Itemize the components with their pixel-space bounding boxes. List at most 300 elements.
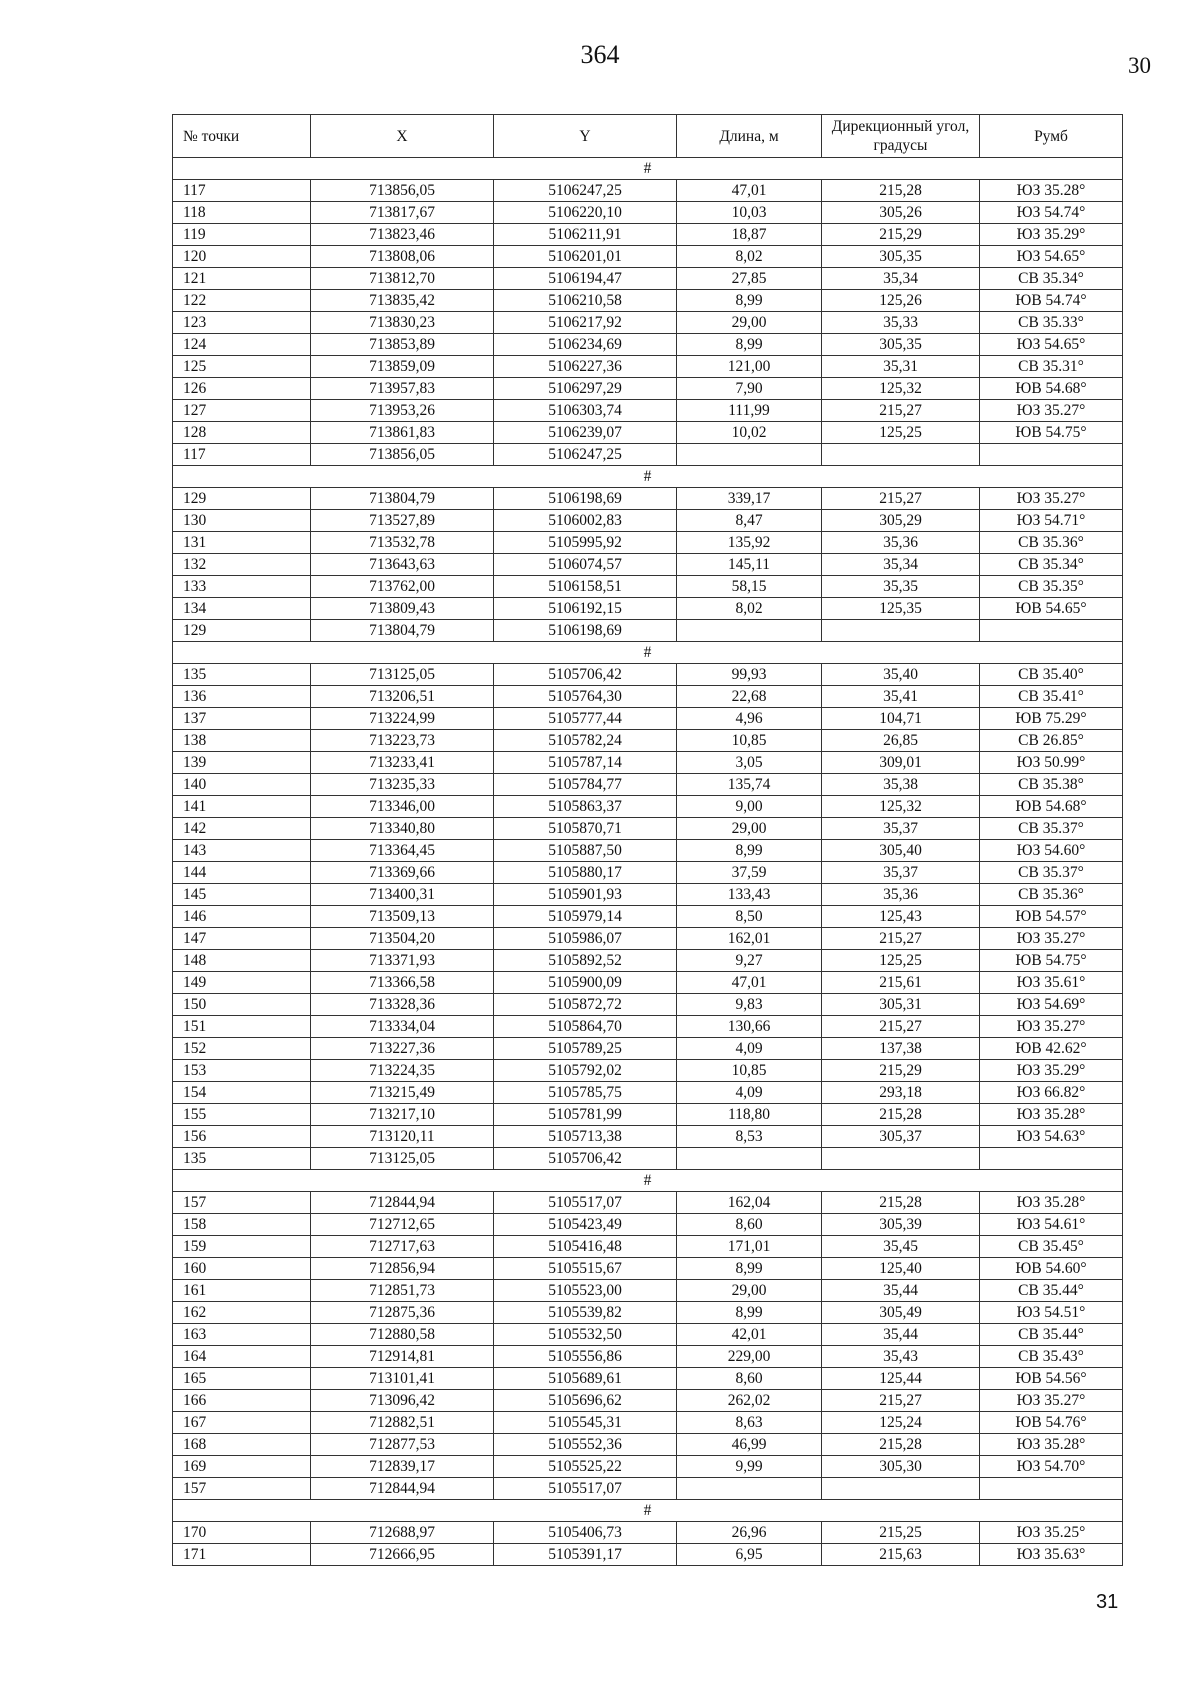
cell-length: 29,00	[677, 818, 822, 840]
cell-direction-angle: 35,31	[822, 356, 980, 378]
cell-y: 5106227,36	[494, 356, 677, 378]
header-row	[173, 115, 1123, 158]
cell-y: 5106201,01	[494, 246, 677, 268]
cell-y: 5105787,14	[494, 752, 677, 774]
table-row	[173, 1302, 1123, 1324]
table-row	[173, 818, 1123, 840]
cell-x: 713206,51	[311, 686, 494, 708]
cell-y: 5105696,62	[494, 1390, 677, 1412]
cell-y: 5105777,44	[494, 708, 677, 730]
cell-direction-angle: 35,38	[822, 774, 980, 796]
cell-point-number: 146	[173, 906, 311, 928]
cell-length: 229,00	[677, 1346, 822, 1368]
cell-point-number: 142	[173, 818, 311, 840]
cell-y: 5105406,73	[494, 1522, 677, 1544]
cell-x: 713856,05	[311, 444, 494, 466]
cell-y: 5105416,48	[494, 1236, 677, 1258]
table-row	[173, 752, 1123, 774]
cell-point-number: 170	[173, 1522, 311, 1544]
cell-length: 145,11	[677, 554, 822, 576]
cell-x: 713504,20	[311, 928, 494, 950]
cell-y: 5105887,50	[494, 840, 677, 862]
cell-point-number: 124	[173, 334, 311, 356]
cell-x: 713233,41	[311, 752, 494, 774]
table-row	[173, 730, 1123, 752]
cell-x: 712712,65	[311, 1214, 494, 1236]
cell-point-number: 141	[173, 796, 311, 818]
cell-x: 713366,58	[311, 972, 494, 994]
table-row	[173, 884, 1123, 906]
cell-x: 713371,93	[311, 950, 494, 972]
cell-y: 5105792,02	[494, 1060, 677, 1082]
cell-direction-angle	[822, 1148, 980, 1170]
cell-x: 713096,42	[311, 1390, 494, 1412]
cell-point-number: 129	[173, 620, 311, 642]
cell-x: 713334,04	[311, 1016, 494, 1038]
table-row	[173, 1478, 1123, 1500]
cell-direction-angle: 305,35	[822, 246, 980, 268]
cell-y: 5106002,83	[494, 510, 677, 532]
cell-length: 4,96	[677, 708, 822, 730]
cell-direction-angle	[822, 1478, 980, 1500]
table-row	[173, 246, 1123, 268]
cell-x: 713223,73	[311, 730, 494, 752]
cell-point-number: 171	[173, 1544, 311, 1566]
cell-rumb: ЮЗ 35.29°	[980, 1060, 1123, 1082]
cell-rumb: ЮЗ 50.99°	[980, 752, 1123, 774]
cell-direction-angle: 215,27	[822, 928, 980, 950]
cell-x: 713861,83	[311, 422, 494, 444]
cell-y: 5105781,99	[494, 1104, 677, 1126]
page-number-top-center: 364	[580, 40, 620, 69]
cell-point-number: 135	[173, 664, 311, 686]
cell-direction-angle: 125,40	[822, 1258, 980, 1280]
cell-length: 8,53	[677, 1126, 822, 1148]
cell-y: 5105872,72	[494, 994, 677, 1016]
cell-x: 712882,51	[311, 1412, 494, 1434]
cell-direction-angle: 125,25	[822, 422, 980, 444]
cell-direction-angle: 305,29	[822, 510, 980, 532]
cell-length: 8,99	[677, 1258, 822, 1280]
cell-direction-angle: 35,40	[822, 664, 980, 686]
table-row	[173, 510, 1123, 532]
cell-point-number: 150	[173, 994, 311, 1016]
cell-rumb: ЮЗ 54.63°	[980, 1126, 1123, 1148]
cell-point-number: 129	[173, 488, 311, 510]
cell-length: 29,00	[677, 312, 822, 334]
cell-rumb: ЮЗ 35.27°	[980, 1016, 1123, 1038]
cell-length: 135,74	[677, 774, 822, 796]
cell-y: 5105517,07	[494, 1192, 677, 1214]
cell-point-number: 160	[173, 1258, 311, 1280]
cell-rumb: ЮЗ 35.27°	[980, 928, 1123, 950]
cell-direction-angle: 305,31	[822, 994, 980, 1016]
table-row	[173, 224, 1123, 246]
cell-rumb: ЮВ 54.75°	[980, 422, 1123, 444]
cell-y: 5105713,38	[494, 1126, 677, 1148]
cell-x: 713812,70	[311, 268, 494, 290]
cell-length: 8,99	[677, 840, 822, 862]
cell-point-number: 123	[173, 312, 311, 334]
separator-cell: #	[173, 1170, 1123, 1192]
cell-length: 8,47	[677, 510, 822, 532]
cell-rumb: СВ 26.85°	[980, 730, 1123, 752]
cell-length	[677, 1148, 822, 1170]
cell-y: 5105995,92	[494, 532, 677, 554]
cell-rumb: ЮЗ 66.82°	[980, 1082, 1123, 1104]
table-row	[173, 1346, 1123, 1368]
cell-length: 10,03	[677, 202, 822, 224]
cell-length: 130,66	[677, 1016, 822, 1038]
table-row	[173, 1280, 1123, 1302]
cell-length: 162,04	[677, 1192, 822, 1214]
cell-direction-angle	[822, 444, 980, 466]
cell-rumb	[980, 1478, 1123, 1500]
cell-length: 111,99	[677, 400, 822, 422]
cell-y: 5106220,10	[494, 202, 677, 224]
cell-direction-angle: 305,35	[822, 334, 980, 356]
cell-y: 5105880,17	[494, 862, 677, 884]
cell-rumb	[980, 1148, 1123, 1170]
cell-rumb: СВ 35.37°	[980, 818, 1123, 840]
cell-x: 713120,11	[311, 1126, 494, 1148]
cell-rumb: СВ 35.34°	[980, 554, 1123, 576]
cell-y: 5105517,07	[494, 1478, 677, 1500]
cell-point-number: 117	[173, 180, 311, 202]
cell-length: 99,93	[677, 664, 822, 686]
cell-point-number: 166	[173, 1390, 311, 1412]
separator-cell: #	[173, 642, 1123, 664]
cell-rumb: ЮВ 54.65°	[980, 598, 1123, 620]
cell-y: 5105532,50	[494, 1324, 677, 1346]
cell-x: 713235,33	[311, 774, 494, 796]
contour-separator-row	[173, 1170, 1123, 1192]
table-row	[173, 400, 1123, 422]
cell-rumb: ЮЗ 35.61°	[980, 972, 1123, 994]
cell-rumb: ЮЗ 35.63°	[980, 1544, 1123, 1566]
table-row	[173, 598, 1123, 620]
cell-point-number: 157	[173, 1478, 311, 1500]
table-row	[173, 1368, 1123, 1390]
cell-y: 5105782,24	[494, 730, 677, 752]
cell-point-number: 165	[173, 1368, 311, 1390]
cell-point-number: 158	[173, 1214, 311, 1236]
cell-length: 135,92	[677, 532, 822, 554]
cell-length: 10,85	[677, 730, 822, 752]
table-row	[173, 1412, 1123, 1434]
cell-rumb: ЮВ 75.29°	[980, 708, 1123, 730]
cell-point-number: 128	[173, 422, 311, 444]
cell-y: 5105784,77	[494, 774, 677, 796]
contour-separator-row	[173, 642, 1123, 664]
cell-point-number: 126	[173, 378, 311, 400]
cell-length: 8,99	[677, 1302, 822, 1324]
cell-direction-angle: 215,27	[822, 488, 980, 510]
cell-x: 713224,99	[311, 708, 494, 730]
cell-point-number: 151	[173, 1016, 311, 1038]
cell-direction-angle: 215,28	[822, 1104, 980, 1126]
cell-x: 712877,53	[311, 1434, 494, 1456]
cell-rumb: ЮЗ 54.69°	[980, 994, 1123, 1016]
cell-direction-angle: 125,25	[822, 950, 980, 972]
table-row	[173, 1522, 1123, 1544]
cell-length: 46,99	[677, 1434, 822, 1456]
cell-rumb: ЮЗ 35.29°	[980, 224, 1123, 246]
cell-length: 121,00	[677, 356, 822, 378]
cell-direction-angle: 35,36	[822, 532, 980, 554]
header-y: Y	[494, 115, 677, 158]
cell-rumb: ЮЗ 35.28°	[980, 1192, 1123, 1214]
cell-rumb: СВ 35.44°	[980, 1280, 1123, 1302]
cell-length: 133,43	[677, 884, 822, 906]
cell-y: 5106210,58	[494, 290, 677, 312]
cell-length: 4,09	[677, 1082, 822, 1104]
cell-x: 713804,79	[311, 620, 494, 642]
cell-y: 5106303,74	[494, 400, 677, 422]
cell-point-number: 161	[173, 1280, 311, 1302]
table-row	[173, 708, 1123, 730]
cell-rumb: СВ 35.33°	[980, 312, 1123, 334]
page-number-top-right: 30	[1128, 53, 1151, 78]
table-row	[173, 268, 1123, 290]
cell-y: 5105689,61	[494, 1368, 677, 1390]
cell-point-number: 149	[173, 972, 311, 994]
header-direction-angle: Дирекционный угол, градусы	[822, 115, 980, 158]
cell-rumb: ЮВ 54.75°	[980, 950, 1123, 972]
cell-point-number: 122	[173, 290, 311, 312]
table-row	[173, 554, 1123, 576]
cell-y: 5105552,36	[494, 1434, 677, 1456]
cell-point-number: 121	[173, 268, 311, 290]
table-row	[173, 444, 1123, 466]
cell-x: 713217,10	[311, 1104, 494, 1126]
cell-direction-angle: 215,28	[822, 180, 980, 202]
cell-point-number: 155	[173, 1104, 311, 1126]
cell-length: 6,95	[677, 1544, 822, 1566]
cell-y: 5105900,09	[494, 972, 677, 994]
cell-y: 5105979,14	[494, 906, 677, 928]
cell-point-number: 162	[173, 1302, 311, 1324]
cell-length: 26,96	[677, 1522, 822, 1544]
table-row	[173, 378, 1123, 400]
cell-direction-angle: 125,32	[822, 796, 980, 818]
table-row	[173, 356, 1123, 378]
cell-y: 5106211,91	[494, 224, 677, 246]
cell-y: 5106194,47	[494, 268, 677, 290]
cell-rumb: ЮЗ 35.28°	[980, 1104, 1123, 1126]
cell-direction-angle: 35,44	[822, 1324, 980, 1346]
cell-length: 339,17	[677, 488, 822, 510]
cell-rumb: ЮЗ 54.65°	[980, 246, 1123, 268]
cell-length: 42,01	[677, 1324, 822, 1346]
cell-length: 7,90	[677, 378, 822, 400]
cell-direction-angle: 215,27	[822, 1016, 980, 1038]
cell-x: 713346,00	[311, 796, 494, 818]
cell-length: 8,99	[677, 334, 822, 356]
cell-rumb: ЮВ 54.57°	[980, 906, 1123, 928]
cell-x: 713957,83	[311, 378, 494, 400]
cell-rumb: СВ 35.41°	[980, 686, 1123, 708]
cell-length: 22,68	[677, 686, 822, 708]
cell-direction-angle: 305,30	[822, 1456, 980, 1478]
cell-direction-angle: 125,35	[822, 598, 980, 620]
cell-length: 8,02	[677, 246, 822, 268]
contour-separator-row	[173, 466, 1123, 488]
cell-y: 5105870,71	[494, 818, 677, 840]
cell-direction-angle: 125,32	[822, 378, 980, 400]
cell-direction-angle: 35,43	[822, 1346, 980, 1368]
table-row	[173, 774, 1123, 796]
cell-length: 58,15	[677, 576, 822, 598]
cell-rumb	[980, 620, 1123, 642]
cell-direction-angle: 215,28	[822, 1192, 980, 1214]
cell-y: 5106158,51	[494, 576, 677, 598]
cell-point-number: 169	[173, 1456, 311, 1478]
cell-length: 8,63	[677, 1412, 822, 1434]
cell-direction-angle: 35,34	[822, 554, 980, 576]
cell-x: 713224,35	[311, 1060, 494, 1082]
cell-rumb: ЮЗ 54.71°	[980, 510, 1123, 532]
cell-rumb: ЮВ 54.76°	[980, 1412, 1123, 1434]
cell-point-number: 153	[173, 1060, 311, 1082]
table-row	[173, 1104, 1123, 1126]
cell-length: 8,50	[677, 906, 822, 928]
table-row	[173, 1082, 1123, 1104]
cell-length: 9,99	[677, 1456, 822, 1478]
cell-x: 712880,58	[311, 1324, 494, 1346]
table-row	[173, 1456, 1123, 1478]
cell-point-number: 117	[173, 444, 311, 466]
cell-x: 713823,46	[311, 224, 494, 246]
table-row	[173, 180, 1123, 202]
table-row	[173, 1148, 1123, 1170]
cell-rumb: ЮВ 42.62°	[980, 1038, 1123, 1060]
cell-x: 713340,80	[311, 818, 494, 840]
cell-rumb: СВ 35.37°	[980, 862, 1123, 884]
cell-length: 162,01	[677, 928, 822, 950]
cell-length: 8,99	[677, 290, 822, 312]
cell-rumb: ЮЗ 35.28°	[980, 1434, 1123, 1456]
cell-x: 713509,13	[311, 906, 494, 928]
table-header	[173, 115, 1123, 158]
cell-point-number: 138	[173, 730, 311, 752]
cell-rumb: СВ 35.45°	[980, 1236, 1123, 1258]
cell-direction-angle: 35,37	[822, 818, 980, 840]
cell-y: 5105892,52	[494, 950, 677, 972]
cell-length: 10,85	[677, 1060, 822, 1082]
cell-point-number: 157	[173, 1192, 311, 1214]
cell-x: 713809,43	[311, 598, 494, 620]
cell-rumb: ЮЗ 54.60°	[980, 840, 1123, 862]
cell-length	[677, 444, 822, 466]
cell-point-number: 130	[173, 510, 311, 532]
cell-point-number: 148	[173, 950, 311, 972]
cell-point-number: 125	[173, 356, 311, 378]
cell-length: 8,60	[677, 1214, 822, 1236]
table-row	[173, 994, 1123, 1016]
cell-point-number: 119	[173, 224, 311, 246]
cell-y: 5105545,31	[494, 1412, 677, 1434]
cell-point-number: 137	[173, 708, 311, 730]
cell-direction-angle: 35,33	[822, 312, 980, 334]
cell-y: 5105864,70	[494, 1016, 677, 1038]
table-body	[173, 158, 1123, 1566]
cell-x: 712914,81	[311, 1346, 494, 1368]
contour-separator-row	[173, 1500, 1123, 1522]
cell-direction-angle: 35,35	[822, 576, 980, 598]
table-row	[173, 312, 1123, 334]
table-row	[173, 1192, 1123, 1214]
cell-direction-angle: 125,24	[822, 1412, 980, 1434]
cell-direction-angle: 104,71	[822, 708, 980, 730]
cell-rumb: СВ 35.34°	[980, 268, 1123, 290]
cell-y: 5105785,75	[494, 1082, 677, 1104]
cell-x: 713328,36	[311, 994, 494, 1016]
cell-point-number: 136	[173, 686, 311, 708]
cell-direction-angle: 305,37	[822, 1126, 980, 1148]
cell-x: 713215,49	[311, 1082, 494, 1104]
cell-y: 5106297,29	[494, 378, 677, 400]
cell-x: 713817,67	[311, 202, 494, 224]
cell-rumb: ЮВ 54.68°	[980, 378, 1123, 400]
cell-point-number: 147	[173, 928, 311, 950]
cell-x: 713101,41	[311, 1368, 494, 1390]
cell-x: 713125,05	[311, 1148, 494, 1170]
cell-x: 713835,42	[311, 290, 494, 312]
cell-y: 5105706,42	[494, 664, 677, 686]
table-row	[173, 290, 1123, 312]
cell-direction-angle: 125,43	[822, 906, 980, 928]
cell-rumb: СВ 35.31°	[980, 356, 1123, 378]
cell-direction-angle: 35,44	[822, 1280, 980, 1302]
cell-x: 713227,36	[311, 1038, 494, 1060]
cell-y: 5105556,86	[494, 1346, 677, 1368]
cell-length: 8,02	[677, 598, 822, 620]
separator-cell: #	[173, 466, 1123, 488]
cell-x: 712844,94	[311, 1192, 494, 1214]
page-number-bottom-right: 31	[1096, 1591, 1119, 1613]
cell-rumb: ЮЗ 54.70°	[980, 1456, 1123, 1478]
table-row	[173, 1544, 1123, 1566]
cell-y: 5105986,07	[494, 928, 677, 950]
table-row	[173, 620, 1123, 642]
table-row	[173, 840, 1123, 862]
table-row	[173, 906, 1123, 928]
table-row	[173, 1038, 1123, 1060]
cell-direction-angle: 305,40	[822, 840, 980, 862]
cell-length: 9,83	[677, 994, 822, 1016]
cell-rumb: СВ 35.36°	[980, 884, 1123, 906]
coordinates-table	[172, 114, 1123, 1566]
cell-direction-angle: 215,27	[822, 400, 980, 422]
table-row	[173, 1126, 1123, 1148]
table-row	[173, 1060, 1123, 1082]
cell-x: 712851,73	[311, 1280, 494, 1302]
cell-length: 29,00	[677, 1280, 822, 1302]
table-row	[173, 928, 1123, 950]
cell-length: 47,01	[677, 180, 822, 202]
cell-rumb: ЮВ 54.60°	[980, 1258, 1123, 1280]
table-row	[173, 1016, 1123, 1038]
table-row	[173, 334, 1123, 356]
cell-length: 10,02	[677, 422, 822, 444]
cell-direction-angle: 309,01	[822, 752, 980, 774]
cell-direction-angle: 305,26	[822, 202, 980, 224]
cell-point-number: 120	[173, 246, 311, 268]
cell-direction-angle: 137,38	[822, 1038, 980, 1060]
cell-point-number: 143	[173, 840, 311, 862]
table-row	[173, 1390, 1123, 1412]
